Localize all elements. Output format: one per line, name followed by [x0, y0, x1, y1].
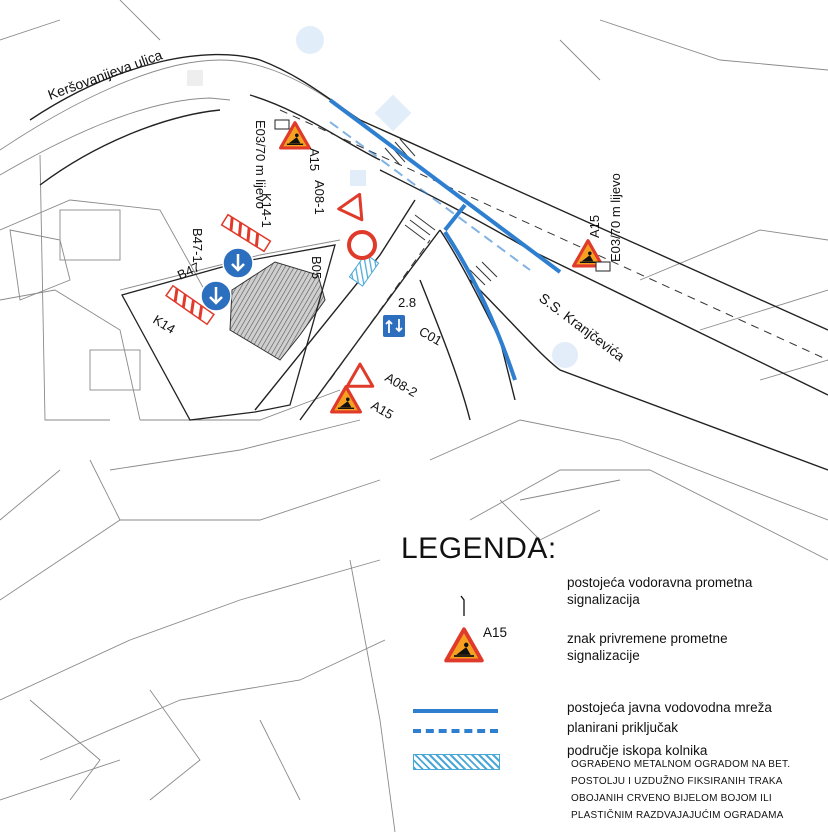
code-e03-top: E03/70 m lijevo [253, 120, 268, 209]
sign-plate [275, 120, 289, 129]
code-a15-right: A15 [587, 214, 602, 238]
yield-sign-icon [339, 194, 373, 227]
street-name-north: Keršovanijeva ulica [45, 46, 165, 103]
code-c01: C01 [416, 323, 445, 349]
legend [395, 532, 825, 832]
horizontal-marking-icon [457, 594, 471, 620]
warning-sign-icon [441, 626, 487, 666]
code-k14: K14 [150, 311, 178, 337]
code-b05: B05 [309, 256, 324, 280]
legend-title: LEGENDA: [401, 532, 557, 565]
legend-note: OGRAĐENO METALNOM OGRADOM NA BET. POSTOLJU I UZDUŽNO FIKSIRANIH TRAKA OBOJANIH CRVENO BIJELOM BOJOM ILI PLASTIČNIM RAZDVAJAJUĆIM OGRADAMA [571, 759, 791, 821]
code-a15-top: A15 [307, 148, 322, 172]
legend-hatch [413, 754, 500, 770]
prohibition-sign-icon [349, 232, 375, 258]
street-name-east: S.S. Kranjčevića [536, 289, 628, 365]
code-b47: B47 [174, 259, 203, 283]
legend-item-planned: planirani priključak [567, 720, 679, 735]
legend-item-horizontal: postojeća vodoravna prometna signalizacija [567, 575, 753, 607]
code-a15-mid: A15 [368, 397, 397, 423]
yield-sign-icon [347, 364, 373, 386]
code-b47-1: B47-1 [190, 228, 205, 263]
legend-item-temp-sign: znak privremene prometne signalizacije [567, 631, 728, 663]
code-e03-right: E03/70 m lijevo [608, 173, 623, 262]
legend-line-solid [413, 709, 498, 713]
code-a08-1: A08-1 [312, 180, 327, 215]
code-a08-2: A08-2 [382, 369, 421, 400]
dimension-label: 2.8 [398, 295, 417, 310]
legend-item-excavation: područje iskopa kolnika [567, 743, 708, 758]
code-k14-1: K14-1 [259, 193, 274, 228]
legend-item-water-main: postojeća javna vodovodna mreža [567, 700, 772, 715]
priority-sign-icon [383, 315, 405, 337]
sign-plate [596, 262, 610, 271]
legend-a15-code: A15 [483, 625, 508, 640]
legend-line-dashed [413, 729, 498, 733]
road-outlines [30, 55, 828, 470]
warning-sign-icon [332, 387, 361, 412]
